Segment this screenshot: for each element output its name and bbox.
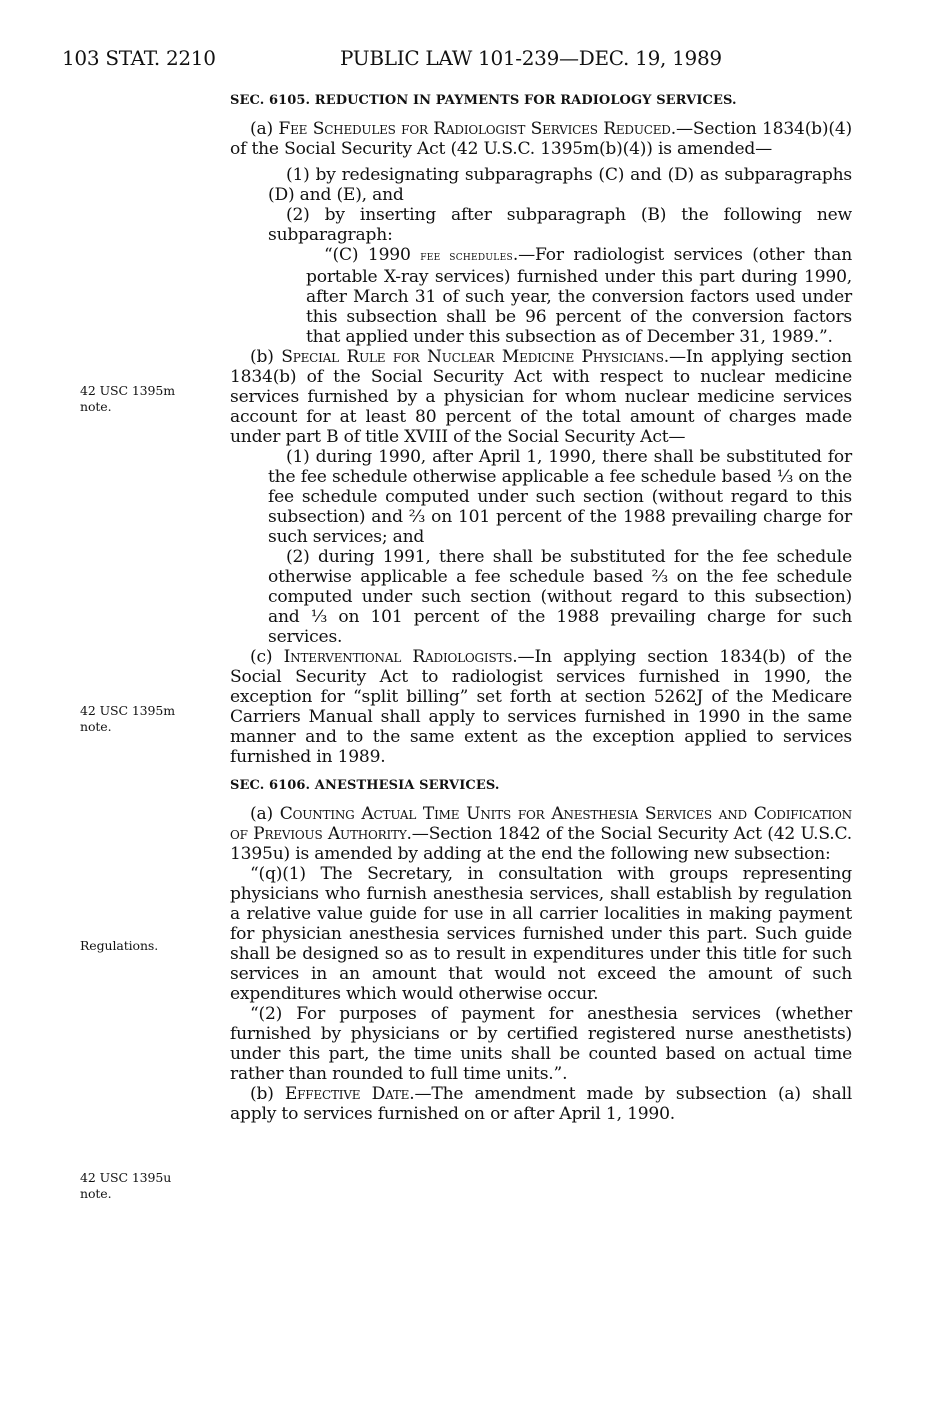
section-6105-heading: SEC. 6105. REDUCTION IN PAYMENTS FOR RADIOLOGY SERVICES.: [230, 93, 737, 108]
subsection-label: (c): [250, 647, 284, 667]
margin-note-usc-1395m-1: [80, 383, 210, 415]
subsection-text: —Section 1842 of the Social Security Act (42 U.S.C. 1395u) is amended by adding at the end the following new subsection:: [230, 824, 853, 864]
subsection-text: —Section 1834(b)(4) of the Social Security Act (42 U.S.C. 1395m(b)(4)) is amended—: [230, 119, 852, 159]
subsection-caption: Interventional Radiologists.: [283, 647, 518, 667]
subsection-text: —In applying section 1834(b) of the Social Security Act to radiologist services furnished in 1990, the exception for “split billing” set forth at section 5262J of the Medicare Carriers Manual shall apply to services furnished in 1990 in the same manner and to the same extent as the exception applied to services furnished in 1989.: [230, 647, 853, 767]
margin-note-line: Regulations.: [80, 938, 159, 953]
paragraph-6105-b-1: (1) during 1990, after April 1, 1990, there shall be substituted for the fee schedule otherwise applicable a fee schedule based ⅓ on the fee schedule computed under such section (without regard to this subsection) and ⅔ on 101 percent of the 1988 prevailing charge for such services; and: [268, 447, 852, 547]
quote-text: .—For radiologist services (other than portable X-ray services) furnished under this part during 1990, after March 31 of such year, the conversion factors used under this subsection shall be 96 percent of the conversion factors that applied under this subsection as of December 31, 1989.”.: [306, 245, 852, 347]
subsection-6106-a: [230, 804, 852, 864]
subsection-text: —The amendment made by subsection (a) shall apply to services furnished on or after April 1, 1990.: [230, 1084, 852, 1124]
margin-note-line: 42 USC 1395m: [80, 383, 175, 398]
subsection-caption: Counting Actual Time Units for Anesthesia Services and Codification of Previous Authority.: [230, 804, 852, 844]
stat-page-number: 103 STAT. 2210: [62, 46, 216, 70]
subsection-6105-b: [230, 347, 852, 447]
subsection-label: (a): [250, 804, 280, 824]
subsection-label: (b): [250, 347, 282, 367]
subsection-label: (a): [250, 119, 279, 139]
subsection-6105-c: [230, 647, 852, 767]
margin-note-line: 42 USC 1395m: [80, 703, 175, 718]
quote-caption: fee schedules: [420, 249, 513, 264]
subsection-6106-b: [230, 1084, 852, 1124]
quoted-subsection-q-1: “(q)(1) The Secretary, in consultation with groups representing physicians who furnish anesthesia services, shall establish by regulation a relative value guide for use in all carrier localities in making payment for physician anesthesia services furnished under this part. Such guide shall be designed so as to result in expenditures under this title for such services in an amount that would not exceed the amount of such expenditures which would otherwise occur.: [230, 864, 852, 1004]
margin-note-regulations: [80, 938, 210, 954]
subsection-text: —In applying section 1834(b) of the Social Security Act with respect to nuclear medicine services furnished by a physician for whom nuclear medicine services account for at least 80 percent of the total amount of charges made under part B of title XVIII of the Social Security Act—: [230, 347, 852, 447]
margin-note-line: note.: [80, 399, 112, 414]
quoted-subparagraph-c: [230, 245, 852, 347]
paragraph-6105-b-2: (2) during 1991, there shall be substituted for the fee schedule otherwise applicable a fee schedule based ⅔ on the fee schedule computed under such section (without regard to this subsection) and ⅓ on 101 percent of the 1988 prevailing charge for such services.: [268, 547, 852, 647]
section-6106-heading: SEC. 6106. ANESTHESIA SERVICES.: [230, 778, 500, 793]
subsection-caption: Fee Schedules for Radiologist Services Reduced.: [278, 119, 676, 139]
paragraph-6105-a-1: (1) by redesignating subparagraphs (C) and (D) as subparagraphs (D) and (E), and: [268, 165, 852, 205]
subsection-caption: Special Rule for Nuclear Medicine Physicians.: [281, 347, 669, 367]
subsection-caption: Effective Date.: [284, 1084, 415, 1104]
document-body: [230, 92, 852, 1124]
margin-note-usc-1395u: [80, 1170, 210, 1202]
subsection-6105-a: [230, 119, 852, 159]
margin-note-line: 42 USC 1395u: [80, 1170, 172, 1185]
quote-label: “(C) 1990: [324, 245, 421, 265]
subsection-label: (b): [250, 1084, 285, 1104]
public-law-title: PUBLIC LAW 101-239—DEC. 19, 1989: [340, 46, 722, 70]
margin-note-usc-1395m-2: [80, 703, 210, 735]
margin-note-line: note.: [80, 719, 112, 734]
quoted-subsection-q-2: “(2) For purposes of payment for anesthesia services (whether furnished by physicians or by certified registered nurse anesthetists) under this part, the time units shall be counted based on actual time rather than rounded to full time units.”.: [230, 1004, 852, 1084]
margin-note-line: note.: [80, 1186, 112, 1201]
paragraph-6105-a-2: (2) by inserting after subparagraph (B) the following new subparagraph:: [268, 205, 852, 245]
